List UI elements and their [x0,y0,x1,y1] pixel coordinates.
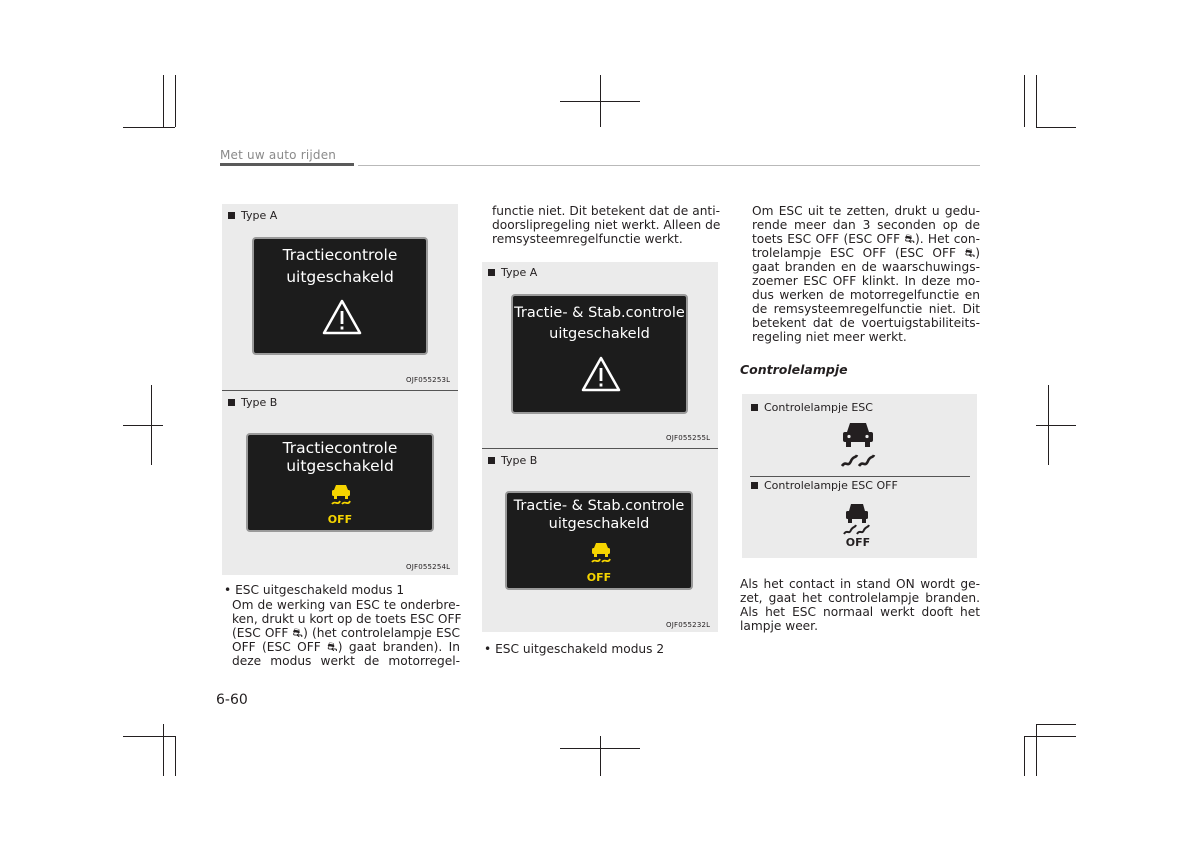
crop-mark [123,127,175,128]
text-line: (ESC OFF ⛐) (het controlelampje ESC [232,626,460,640]
crop-mark [560,748,640,749]
crop-mark [560,101,640,102]
figure-label [488,266,537,279]
crop-mark [1036,724,1037,776]
text-line: functie niet. Dit betekent dat de anti- [492,204,720,218]
text-line: Als het contact in stand ON wordt ge- [740,577,980,591]
figure-label-text: Type B [241,396,278,409]
figure-label [488,454,537,467]
crop-mark [1024,736,1076,737]
off-label: OFF [586,571,612,584]
crop-mark [1036,724,1076,725]
off-label: OFF [327,513,353,526]
crop-mark [600,736,601,776]
figure-label [228,396,277,409]
crop-mark [123,736,175,737]
paragraph-col3-intro [752,204,980,344]
display-line-2: uitgeschakeld [286,457,394,475]
cluster-display [511,294,688,414]
display-line-1: Tractie- & Stab.controle [513,498,685,514]
text-line: Als het ESC normaal werkt dooft het [740,605,980,619]
crop-mark [1024,736,1025,776]
display-line-2: uitgeschakeld [548,516,650,532]
off-label: OFF [845,536,871,549]
esc-indicator-icon [838,420,878,468]
crop-mark [175,736,176,776]
section-title: Met uw auto rijden [220,148,337,162]
warning-triangle-icon [581,356,621,392]
display-line-2: uitgeschakeld [549,326,650,342]
text-line: deze modus werkt de motorregel- [232,654,460,668]
figure-label-text: Type A [241,209,278,222]
figure-label [751,401,873,414]
paragraph-col3-lamp [740,577,980,633]
crop-mark [1036,75,1037,127]
warning-triangle-icon [322,299,362,335]
paragraph-col2 [492,204,720,246]
figure-code: OJF055232L [666,621,711,629]
figure-code: OJF055255L [666,434,711,442]
crop-mark [1036,127,1076,128]
bullet-esc-mode-1: • ESC uitgeschakeld modus 1 [224,583,405,597]
figure-label [228,209,277,222]
display-line-1: Tractiecontrole [282,439,398,457]
section-heading: Controlelampje [740,362,848,377]
esc-off-indicator-icon [841,502,873,536]
text-line: regeling niet meer werkt. [752,330,907,344]
square-bullet-icon [228,212,235,219]
square-bullet-icon [228,399,235,406]
text-line: betekent dat de voertuigstabiliteits- [752,316,980,330]
crop-mark [1024,75,1025,127]
text-line: dus werken de motorregelfunctie en [752,288,980,302]
paragraph-col1 [232,598,460,668]
cluster-display [252,237,428,355]
header-bar [220,163,354,166]
display-line-1: Tractie- & Stab.controle [514,305,685,321]
square-bullet-icon [751,404,758,411]
text-line: zet, gaat het controlelampje branden. [740,591,980,605]
text-line: ken, drukt u kort op de toets ESC OFF [232,612,462,626]
figure-label-text: Type B [501,454,538,467]
figure-label-text: Type A [501,266,538,279]
page-number: 6-60 [216,692,248,708]
figure-code: OJF055254L [406,563,451,571]
text-line: remsysteemregelfunctie werkt. [492,232,683,246]
text-line: lampje weer. [740,619,818,633]
square-bullet-icon [751,482,758,489]
display-line-1: Tractiecontrole [282,246,398,264]
esc-off-icon [586,540,616,564]
square-bullet-icon [488,457,495,464]
display-line-2: uitgeschakeld [286,268,394,286]
text-line: toets ESC OFF (ESC OFF ⛐). Het con- [752,232,980,246]
cluster-display [246,433,434,532]
esc-off-icon [326,482,356,506]
text-line: rende meer dan 3 seconden op de [752,218,980,232]
figure-code: OJF055253L [406,376,451,384]
text-line: gaat branden en de waarschuwings- [752,260,980,274]
text-line: trolelampje ESC OFF (ESC OFF ⛐) [752,246,980,260]
crop-mark [1036,425,1076,426]
text-line: zoemer ESC OFF klinkt. In deze mo- [752,274,980,288]
crop-mark [163,75,164,127]
crop-mark [123,425,163,426]
figure-label-text: Controlelampje ESC OFF [764,479,898,492]
text-line: OFF (ESC OFF ⛐) gaat branden). In [232,640,460,654]
bullet-esc-mode-2: • ESC uitgeschakeld modus 2 [484,642,665,656]
crop-mark [163,724,164,776]
square-bullet-icon [488,269,495,276]
figure-label [751,479,898,492]
text-line: Om de werking van ESC te onderbre- [232,598,460,612]
text-line: Om ESC uit te zetten, drukt u gedu- [752,204,980,218]
text-line: de remsysteemregelfunctie niet. Dit [752,302,980,316]
text-line: doorslipregeling niet werkt. Alleen de [492,218,721,232]
cluster-display [505,491,693,590]
crop-mark [175,75,176,127]
figure-label-text: Controlelampje ESC [764,401,873,414]
figure-divider [750,476,970,477]
header-rule [358,165,980,166]
